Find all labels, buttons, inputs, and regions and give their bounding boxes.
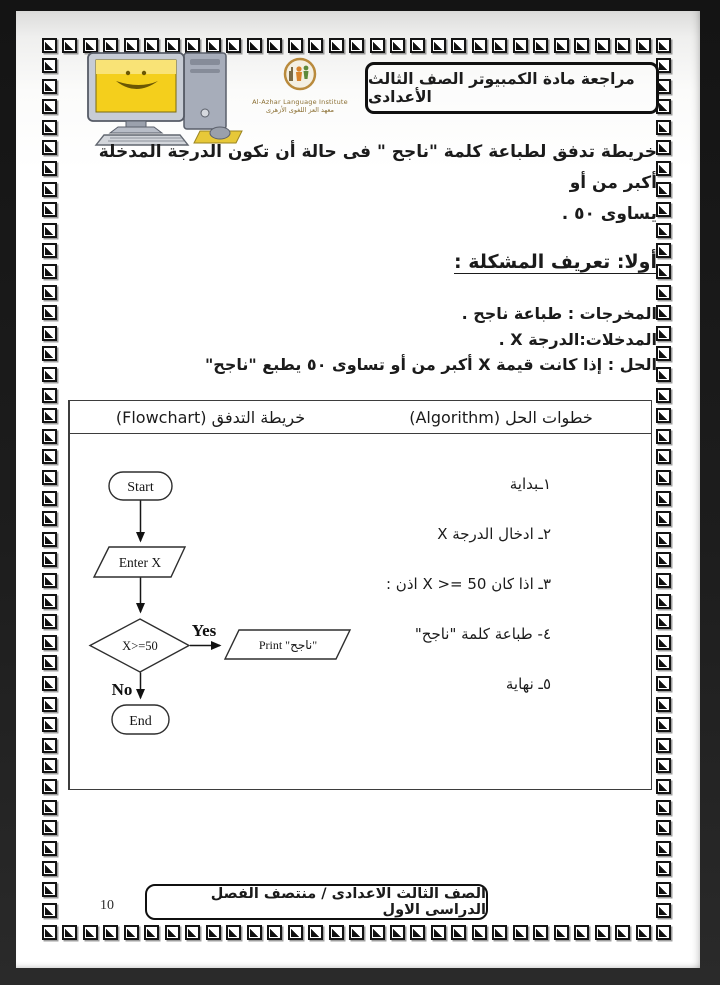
page-border-icon	[656, 243, 671, 258]
page-border-icon	[42, 573, 57, 588]
page-border-icon	[390, 925, 405, 940]
page-border-icon	[656, 305, 671, 320]
page-border-icon	[42, 367, 57, 382]
page-border-icon	[472, 38, 487, 53]
page-border-icon	[636, 38, 651, 53]
page-border-icon	[451, 38, 466, 53]
page-border-icon	[656, 903, 671, 918]
page-border-icon	[656, 346, 671, 361]
page-border-icon	[636, 925, 651, 940]
intro-paragraph	[71, 137, 657, 230]
algorithm-step: ٥ـ نهاية	[505, 675, 551, 693]
page-border-icon	[472, 925, 487, 940]
flowchart-no-label: No	[111, 680, 133, 699]
page-border-icon	[656, 182, 671, 197]
page-border-icon	[288, 38, 303, 53]
page-border-icon	[513, 38, 528, 53]
page-border-icon	[42, 449, 57, 464]
page-border-icon	[451, 925, 466, 940]
flowchart-cell	[69, 434, 351, 789]
page-border-icon	[42, 326, 57, 341]
page-border-icon	[656, 388, 671, 403]
page-border-icon	[42, 925, 57, 940]
page-border-icon	[42, 429, 57, 444]
page-border-icon	[42, 758, 57, 773]
definition-outputs: المخرجات : طباعة ناجح .	[461, 304, 657, 323]
page-border-icon	[42, 182, 57, 197]
page-border-icon	[574, 38, 589, 53]
page-border-icon	[42, 243, 57, 258]
algorithm-column-header: خطوات الحل (Algorithm)	[409, 407, 593, 427]
page-border-icon	[656, 367, 671, 382]
page-border-icon	[42, 532, 57, 547]
page-border-icon	[42, 79, 57, 94]
page-border-icon	[42, 882, 57, 897]
document-page	[16, 11, 700, 968]
page-title-text: مراجعة مادة الكمبيوتر الصف الثالث الأعدادى	[368, 70, 635, 106]
page-border-icon	[42, 491, 57, 506]
page-border-icon	[656, 882, 671, 897]
page-border-icon	[42, 38, 57, 53]
page-border-icon	[370, 925, 385, 940]
page-border-icon	[267, 925, 282, 940]
page-border-icon	[42, 140, 57, 155]
section-heading: أولا: تعريف المشكلة :	[454, 251, 657, 273]
page-border-icon	[656, 717, 671, 732]
page-border-icon	[42, 99, 57, 114]
page-border-icon	[288, 925, 303, 940]
page-border-icon	[247, 925, 262, 940]
page-border-icon	[656, 676, 671, 691]
page-border-icon	[42, 346, 57, 361]
page-border-icon	[656, 594, 671, 609]
footer-banner	[145, 884, 488, 920]
page-border-icon	[492, 925, 507, 940]
algorithm-step: ٣ـ اذا كان X >= 50 اذن :	[385, 575, 551, 593]
page-border-icon	[656, 223, 671, 238]
flowchart-print-label: Print "ناجح"	[258, 638, 318, 652]
page-border-icon	[42, 408, 57, 423]
page-border-icon	[431, 38, 446, 53]
definition-solution: الحل : إذا كانت قيمة X أكبر من أو تساوى ٥٠ يطبع "ناجح"	[204, 355, 657, 374]
page-border-icon	[42, 676, 57, 691]
page-border-icon	[42, 223, 57, 238]
flowchart-end-label: End	[129, 714, 152, 729]
institute-logo	[248, 57, 352, 114]
page-border-icon	[42, 800, 57, 815]
page-border-icon	[533, 925, 548, 940]
page-border-icon	[410, 925, 425, 940]
page-border-icon	[62, 38, 77, 53]
problem-definition	[71, 301, 657, 378]
page-border-icon	[615, 38, 630, 53]
page-title	[365, 62, 659, 114]
flowchart-decision-label: X>=50	[122, 639, 158, 653]
page-border-icon	[656, 120, 671, 135]
algorithm-cell	[351, 434, 651, 789]
page-border-icon	[656, 738, 671, 753]
page-border-icon	[410, 38, 425, 53]
page-border-icon	[42, 594, 57, 609]
page-border-icon	[42, 161, 57, 176]
flowchart-start-label: Start	[127, 480, 154, 495]
page-border-icon	[308, 38, 323, 53]
page-border-icon	[574, 925, 589, 940]
page-border-icon	[42, 511, 57, 526]
page-border-icon	[247, 38, 262, 53]
page-border-icon	[42, 264, 57, 279]
page-border-icon	[42, 820, 57, 835]
page-border-icon	[42, 655, 57, 670]
page-border-icon	[656, 861, 671, 876]
footer-banner-text: الصف الثالث الاعدادى / منتصف الفصل الدراسى الاول	[210, 886, 486, 918]
page-border-icon	[656, 470, 671, 485]
page-border-icon	[103, 925, 118, 940]
page-border-icon	[329, 925, 344, 940]
page-border-icon	[656, 697, 671, 712]
page-border-icon	[656, 614, 671, 629]
page-border-icon	[615, 925, 630, 940]
page-border-icon	[370, 38, 385, 53]
page-border-icon	[492, 38, 507, 53]
algorithm-step: ١ـبداية	[509, 475, 551, 493]
page-border-icon	[656, 202, 671, 217]
computer-clipart	[84, 51, 246, 148]
page-border-icon	[42, 388, 57, 403]
page-border-icon	[656, 449, 671, 464]
flowchart-diagram	[70, 434, 352, 789]
flowchart-input-label: Enter X	[118, 555, 162, 570]
page-border-icon	[42, 738, 57, 753]
page-border-icon	[349, 38, 364, 53]
page-border-icon	[656, 264, 671, 279]
page-border-icon	[42, 861, 57, 876]
page-border-icon	[165, 925, 180, 940]
page-border-icon	[42, 903, 57, 918]
page-border-icon	[144, 925, 159, 940]
page-border-icon	[267, 38, 282, 53]
page-border-icon	[656, 491, 671, 506]
page-border-icon	[431, 925, 446, 940]
page-border-icon	[656, 161, 671, 176]
page-border-icon	[62, 925, 77, 940]
intro-line-2: يساوى ٥٠ .	[561, 204, 657, 224]
page-border-icon	[656, 511, 671, 526]
page-border-icon	[349, 925, 364, 940]
page-number: 10	[100, 898, 114, 913]
page-border-icon	[42, 717, 57, 732]
page-border-icon	[656, 758, 671, 773]
page-border-icon	[656, 140, 671, 155]
page-border-icon	[656, 429, 671, 444]
page-border-icon	[656, 925, 671, 940]
page-border-icon	[656, 820, 671, 835]
page-border-icon	[554, 38, 569, 53]
page-border-icon	[124, 925, 139, 940]
page-border-icon	[554, 925, 569, 940]
page-border-icon	[42, 614, 57, 629]
institute-logo-emblem	[281, 57, 319, 93]
page-border-icon	[656, 285, 671, 300]
page-border-icon	[533, 38, 548, 53]
solution-table	[68, 400, 652, 790]
page-border-icon	[656, 573, 671, 588]
algorithm-step: ٤- طباعة كلمة "ناجح"	[414, 625, 551, 643]
flowchart-yes-label: Yes	[191, 621, 217, 640]
page-border-icon	[83, 925, 98, 940]
page-border-icon	[308, 925, 323, 940]
page-border-icon	[42, 697, 57, 712]
page-border-icon	[42, 552, 57, 567]
flowchart-column-header: خريطة التدفق (Flowchart)	[69, 401, 351, 433]
intro-line-1: خريطة تدفق لطباعة كلمة "ناجح " فى حالة أن تكون الدرجة المدخلة أكبر من أو	[98, 142, 657, 193]
solution-table-header	[69, 401, 651, 434]
page-border-icon	[513, 925, 528, 940]
page-border-icon	[595, 925, 610, 940]
page-border-icon	[595, 38, 610, 53]
page-border-icon	[329, 38, 344, 53]
institute-logo-name-ar: معهد العز اللغوى الأزهرى	[265, 106, 334, 114]
page-border-icon	[656, 532, 671, 547]
page-border-icon	[185, 925, 200, 940]
page-border-icon	[42, 841, 57, 856]
page-border-icon	[42, 635, 57, 650]
page-border-icon	[656, 841, 671, 856]
definition-inputs: المدخلات:الدرجة X .	[498, 329, 657, 349]
page-border-icon	[42, 120, 57, 135]
page-border-icon	[656, 38, 671, 53]
page-border-icon	[42, 305, 57, 320]
page-border-icon	[390, 38, 405, 53]
page-border-icon	[42, 58, 57, 73]
page-border-icon	[656, 326, 671, 341]
algorithm-step: ٢ـ ادخال الدرجة X	[437, 525, 551, 543]
page-border-icon	[42, 470, 57, 485]
page-border-icon	[656, 779, 671, 794]
page-border-icon	[656, 552, 671, 567]
page-border-icon	[226, 925, 241, 940]
page-border-icon	[656, 635, 671, 650]
page-border-icon	[42, 202, 57, 217]
page-border-icon	[206, 925, 221, 940]
page-border-icon	[42, 779, 57, 794]
page-border-icon	[42, 285, 57, 300]
page-border-icon	[656, 408, 671, 423]
page-border-icon	[656, 800, 671, 815]
institute-logo-name-en: Al-Azhar Language Institute	[252, 98, 348, 106]
page-border-icon	[656, 655, 671, 670]
